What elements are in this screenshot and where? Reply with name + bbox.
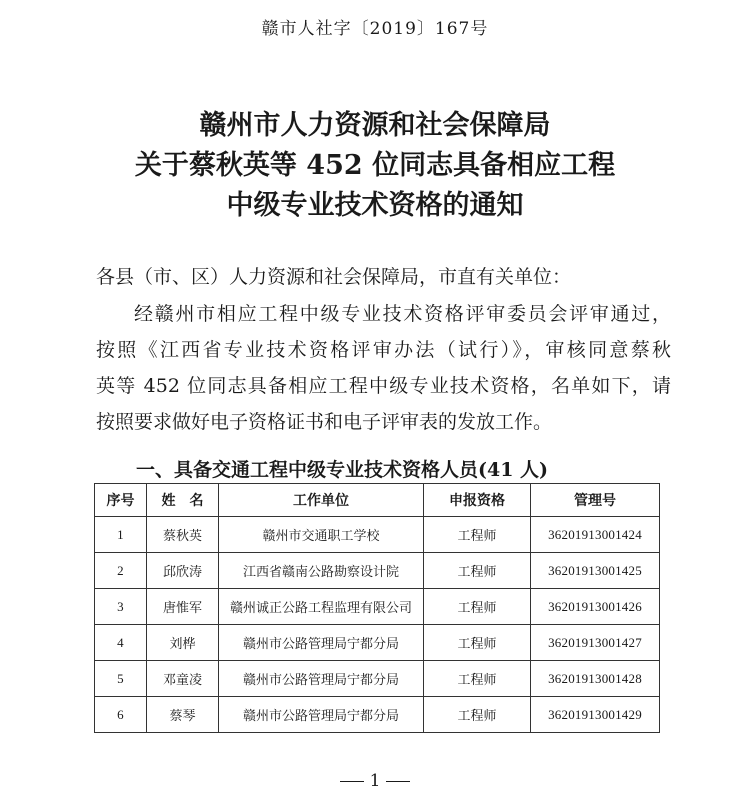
header-management-number: 管理号 bbox=[531, 484, 660, 517]
cell-serial: 3 bbox=[95, 589, 147, 625]
cell-qualification: 工程师 bbox=[424, 625, 531, 661]
page-number-value: 1 bbox=[369, 771, 381, 791]
cell-management-number: 36201913001425 bbox=[531, 553, 660, 589]
table-row bbox=[95, 517, 660, 553]
section-heading: 一、具备交通工程中级专业技术资格人员(41 人) bbox=[136, 459, 549, 481]
body-paragraph bbox=[96, 296, 671, 440]
page-dash-right bbox=[386, 781, 410, 782]
cell-qualification: 工程师 bbox=[424, 661, 531, 697]
cell-name: 蔡秋英 bbox=[147, 517, 219, 553]
title-line-3: 中级专业技术资格的通知 bbox=[226, 190, 524, 221]
page-dash-left bbox=[340, 781, 364, 782]
cell-work-unit: 赣州市公路管理局宁都分局 bbox=[219, 697, 424, 733]
cell-name: 邱欣涛 bbox=[147, 553, 219, 589]
cell-qualification: 工程师 bbox=[424, 517, 531, 553]
cell-serial: 1 bbox=[95, 517, 147, 553]
cell-work-unit: 赣州市交通职工学校 bbox=[219, 517, 424, 553]
header-serial: 序号 bbox=[95, 484, 147, 517]
cell-management-number: 36201913001424 bbox=[531, 517, 660, 553]
table-header-row bbox=[95, 484, 660, 517]
body-line-2: 按照《江西省专业技术资格评审办法（试行）》，审核同意蔡秋 bbox=[96, 339, 671, 361]
table-row bbox=[95, 625, 660, 661]
cell-name: 蔡琴 bbox=[147, 697, 219, 733]
document-number: 赣市人社字〔2019〕167号 bbox=[261, 19, 489, 39]
personnel-table bbox=[94, 483, 660, 733]
table-row bbox=[95, 697, 660, 733]
cell-management-number: 36201913001428 bbox=[531, 661, 660, 697]
cell-qualification: 工程师 bbox=[424, 697, 531, 733]
body-line-3: 英等 452 位同志具备相应工程中级专业技术资格，名单如下，请 bbox=[96, 375, 671, 397]
table-row bbox=[95, 661, 660, 697]
header-work-unit: 工作单位 bbox=[219, 484, 424, 517]
cell-serial: 5 bbox=[95, 661, 147, 697]
table-row bbox=[95, 553, 660, 589]
cell-name: 唐惟军 bbox=[147, 589, 219, 625]
cell-management-number: 36201913001427 bbox=[531, 625, 660, 661]
page-number bbox=[0, 771, 750, 791]
body-line-4: 按照要求做好电子资格证书和电子评审表的发放工作。 bbox=[96, 411, 553, 433]
cell-serial: 6 bbox=[95, 697, 147, 733]
cell-management-number: 36201913001426 bbox=[531, 589, 660, 625]
document-title bbox=[0, 106, 750, 226]
cell-qualification: 工程师 bbox=[424, 553, 531, 589]
cell-work-unit: 江西省赣南公路勘察设计院 bbox=[219, 553, 424, 589]
cell-serial: 4 bbox=[95, 625, 147, 661]
cell-work-unit: 赣州诚正公路工程监理有限公司 bbox=[219, 589, 424, 625]
header-name: 姓 名 bbox=[147, 484, 219, 517]
cell-serial: 2 bbox=[95, 553, 147, 589]
table-row bbox=[95, 589, 660, 625]
cell-qualification: 工程师 bbox=[424, 589, 531, 625]
title-line-2: 关于蔡秋英等 452 位同志具备相应工程 bbox=[134, 150, 616, 181]
body-line-1: 经赣州市相应工程中级专业技术资格评审委员会评审通过， bbox=[134, 303, 671, 325]
title-line-1: 赣州市人力资源和社会保障局 bbox=[199, 110, 551, 141]
cell-work-unit: 赣州市公路管理局宁都分局 bbox=[219, 661, 424, 697]
salutation: 各县（市、区）人力资源和社会保障局，市直有关单位： bbox=[96, 266, 572, 288]
cell-name: 刘桦 bbox=[147, 625, 219, 661]
header-qualification: 申报资格 bbox=[424, 484, 531, 517]
cell-name: 邓童凌 bbox=[147, 661, 219, 697]
cell-work-unit: 赣州市公路管理局宁都分局 bbox=[219, 625, 424, 661]
cell-management-number: 36201913001429 bbox=[531, 697, 660, 733]
